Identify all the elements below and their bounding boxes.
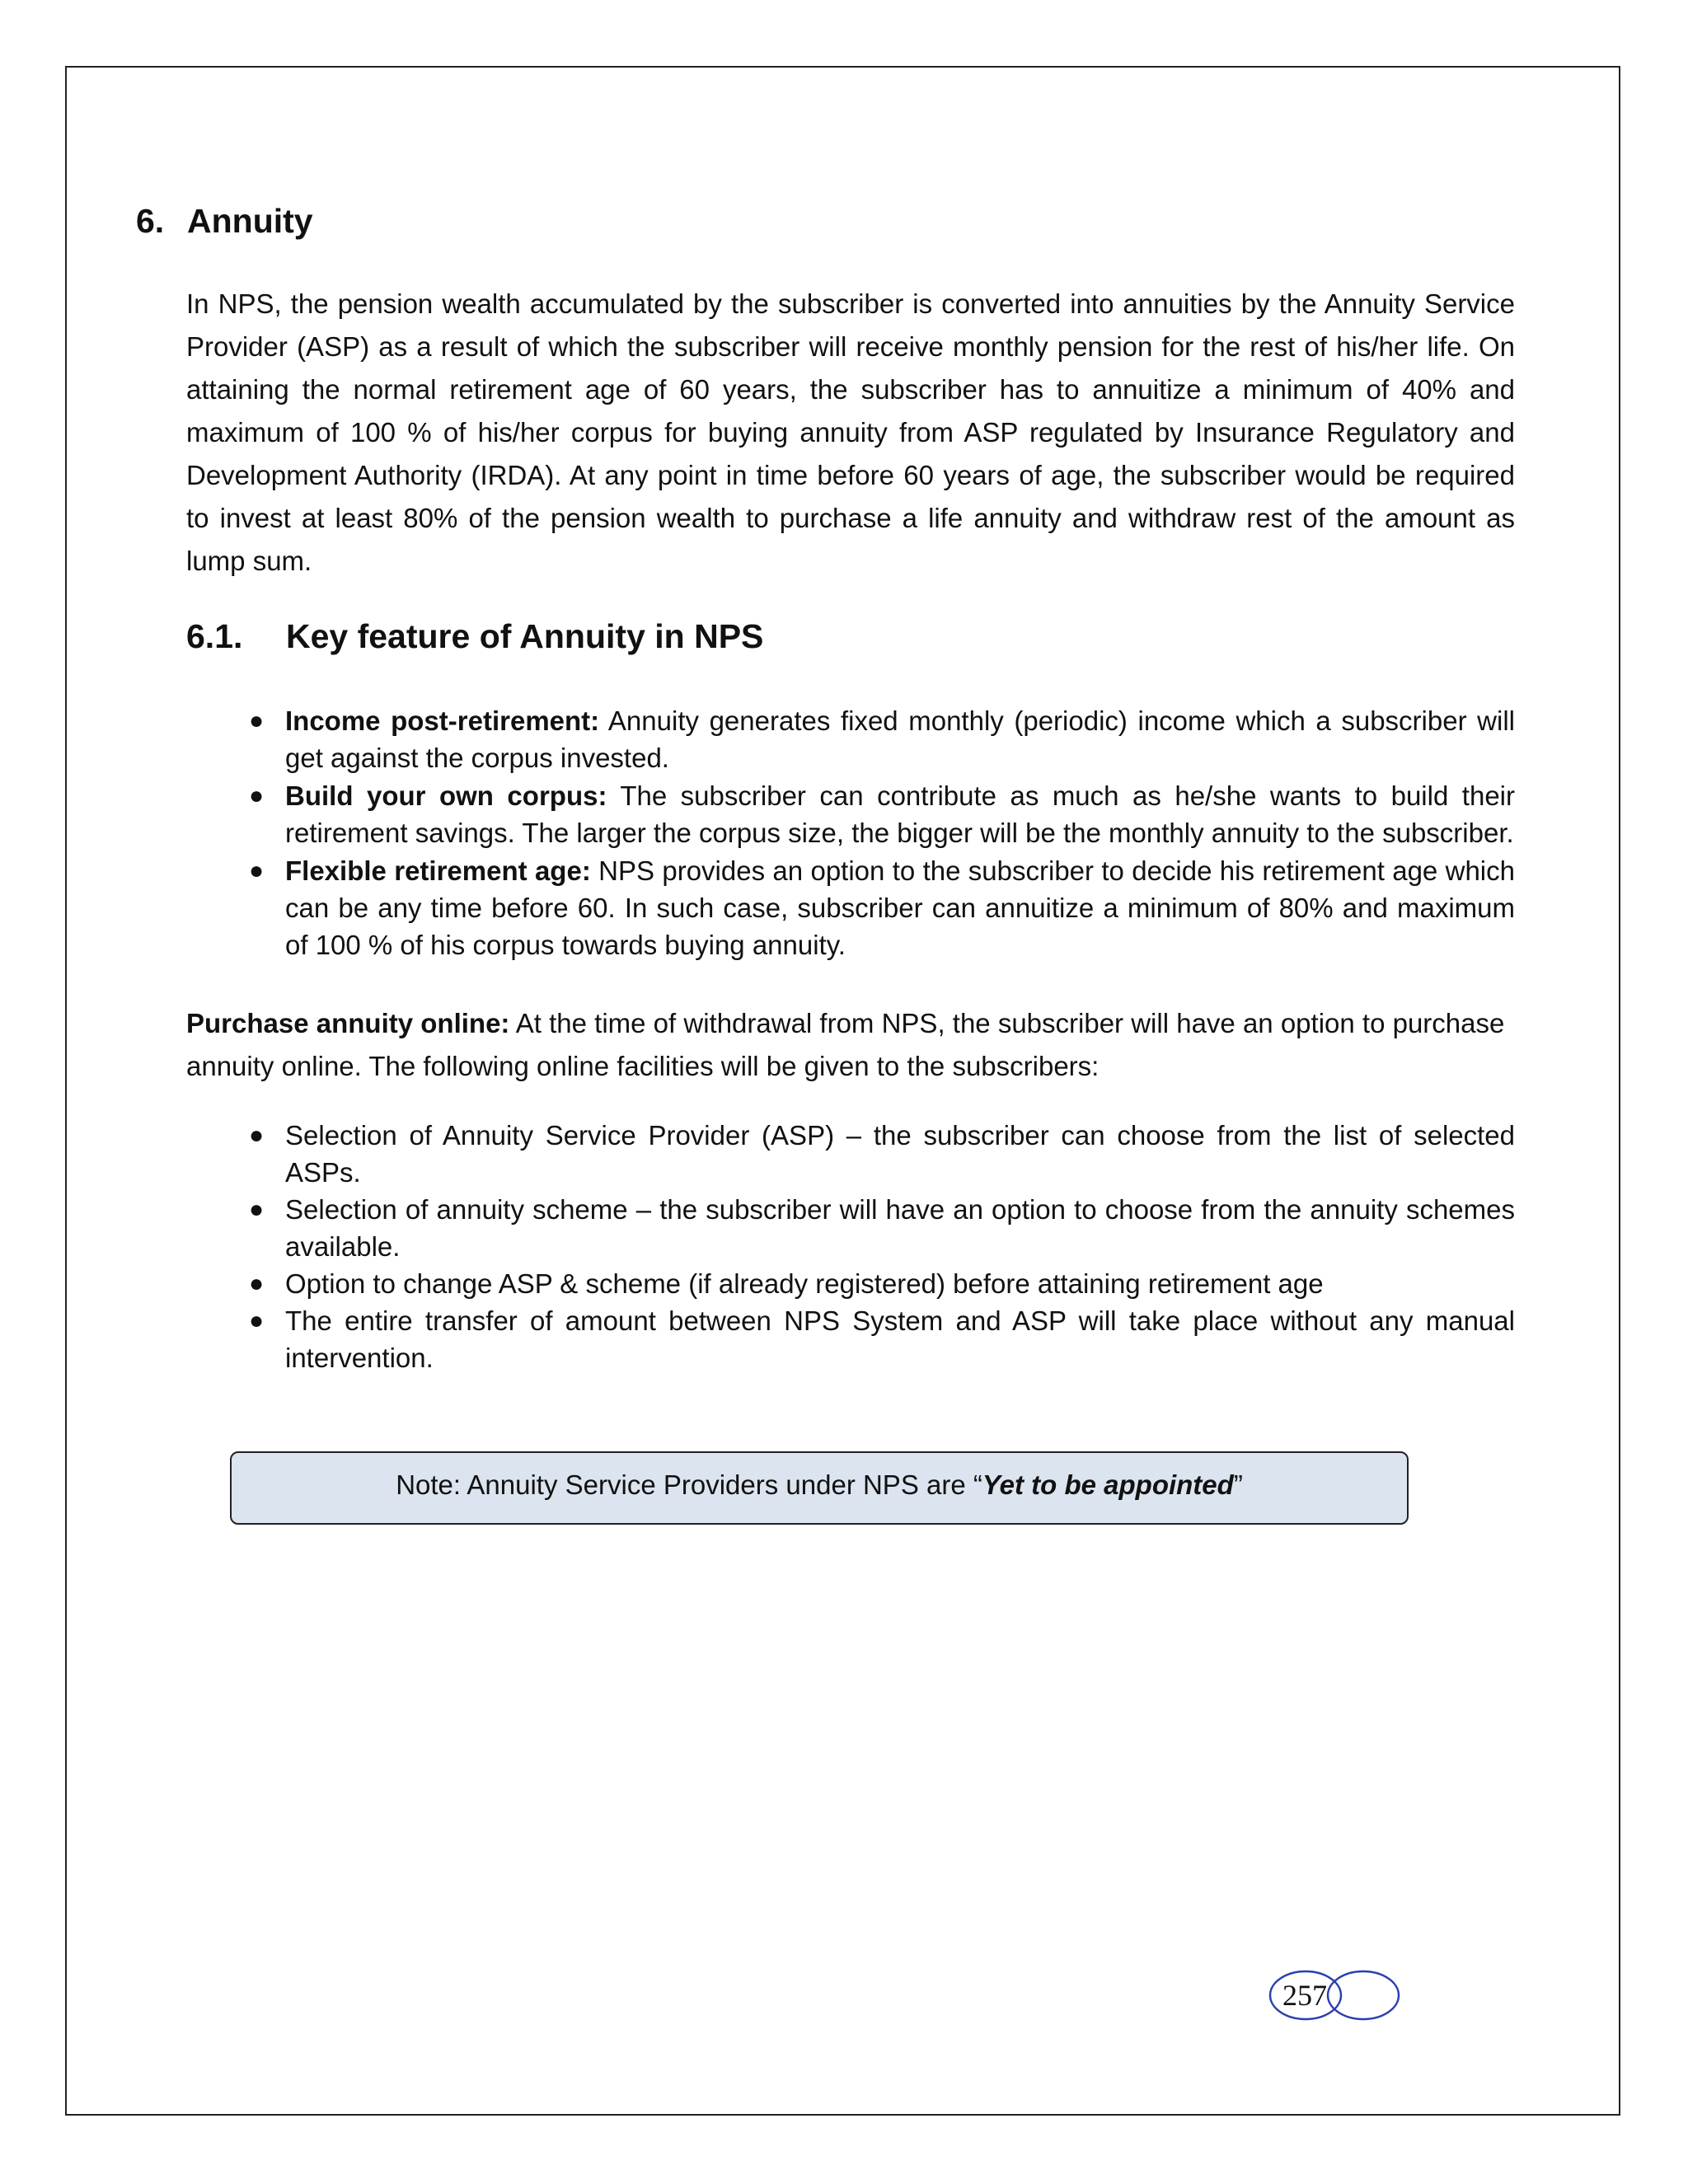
- section-title: Annuity: [187, 202, 313, 240]
- purchase-paragraph: [186, 1002, 1515, 1088]
- bullet-icon: ●: [249, 782, 265, 809]
- note-prefix: Note: Annuity Service Providers under NPS are “: [396, 1469, 982, 1500]
- list-item: [249, 1302, 1515, 1376]
- facility-text: Selection of annuity scheme – the subscriber will have an option to choose from the annuity schemes available.: [285, 1194, 1515, 1262]
- feature-text: NPS provides an option to the subscriber to decide his retirement age which can be any time before 60. In such case, subscriber can annuitize a minimum of 80% and maximum of 100 % of his corpus towards buying annuity.: [285, 855, 1515, 960]
- section-heading: [136, 196, 313, 246]
- note-suffix: ”: [1233, 1469, 1243, 1500]
- subsection-title: Key feature of Annuity in NPS: [286, 617, 764, 655]
- list-item: [249, 1191, 1515, 1265]
- purchase-label: Purchase annuity online:: [186, 1008, 510, 1038]
- facility-text: The entire transfer of amount between NPS System and ASP will take place without any manual intervention.: [285, 1305, 1515, 1373]
- list-item: [249, 702, 1515, 776]
- bullet-icon: ●: [249, 1122, 265, 1149]
- list-item: [249, 777, 1515, 851]
- facility-text: Option to change ASP & scheme (if already registered) before attaining retirement age: [285, 1268, 1324, 1299]
- bullet-icon: ●: [249, 857, 265, 884]
- feature-label: Flexible retirement age:: [285, 855, 591, 886]
- bullet-icon: ●: [249, 707, 265, 734]
- feature-text: The subscriber can contribute as much as he/she wants to build their retirement savings. The larger the corpus size, the bigger will be the monthly annuity to the subscriber.: [285, 780, 1515, 848]
- feature-text: Annuity generates fixed monthly (periodic) income which a subscriber will get against the corpus invested.: [285, 705, 1515, 773]
- features-list: [249, 702, 1515, 964]
- page-number: 257: [1282, 1979, 1327, 2012]
- note-emphasis: Yet to be appointed: [982, 1469, 1234, 1500]
- intro-paragraph: In NPS, the pension wealth accumulated by the subscriber is converted into annuities by the Annuity Service Provider (ASP) as a result of which the subscriber will receive monthly pension for the rest of his/her life. On attaining the normal retirement age of 60 years, the subscriber has to annuitize a minimum of 40% and maximum of 100 % of his/her corpus for buying annuity from ASP regulated by Insurance Regulatory and Development Authority (IRDA). At any point in time before 60 years of age, the subscriber would be required to invest at least 80% of the pension wealth to purchase a life annuity and withdraw rest of the amount as lump sum.: [186, 288, 1515, 576]
- feature-label: Income post-retirement:: [285, 705, 600, 736]
- list-item: [249, 852, 1515, 963]
- feature-label: Build your own corpus:: [285, 780, 607, 811]
- purchase-text: At the time of withdrawal from NPS, the subscriber will have an option to purchase annuity online. The following online facilities will be given to the subscribers:: [186, 1008, 1505, 1081]
- note-box: [230, 1451, 1409, 1525]
- bullet-icon: ●: [249, 1307, 265, 1334]
- section-number: 6.: [136, 202, 165, 240]
- subsection-heading: [186, 612, 763, 661]
- list-item: [249, 1117, 1515, 1191]
- bullet-icon: ●: [249, 1196, 265, 1223]
- facilities-list: [249, 1117, 1515, 1376]
- subsection-number: 6.1.: [186, 617, 243, 655]
- page-number-badge: [1267, 1968, 1403, 2022]
- bullet-icon: ●: [249, 1270, 265, 1297]
- facility-text: Selection of Annuity Service Provider (ASP) – the subscriber can choose from the list of selected ASPs.: [285, 1120, 1515, 1188]
- list-item: [249, 1265, 1515, 1302]
